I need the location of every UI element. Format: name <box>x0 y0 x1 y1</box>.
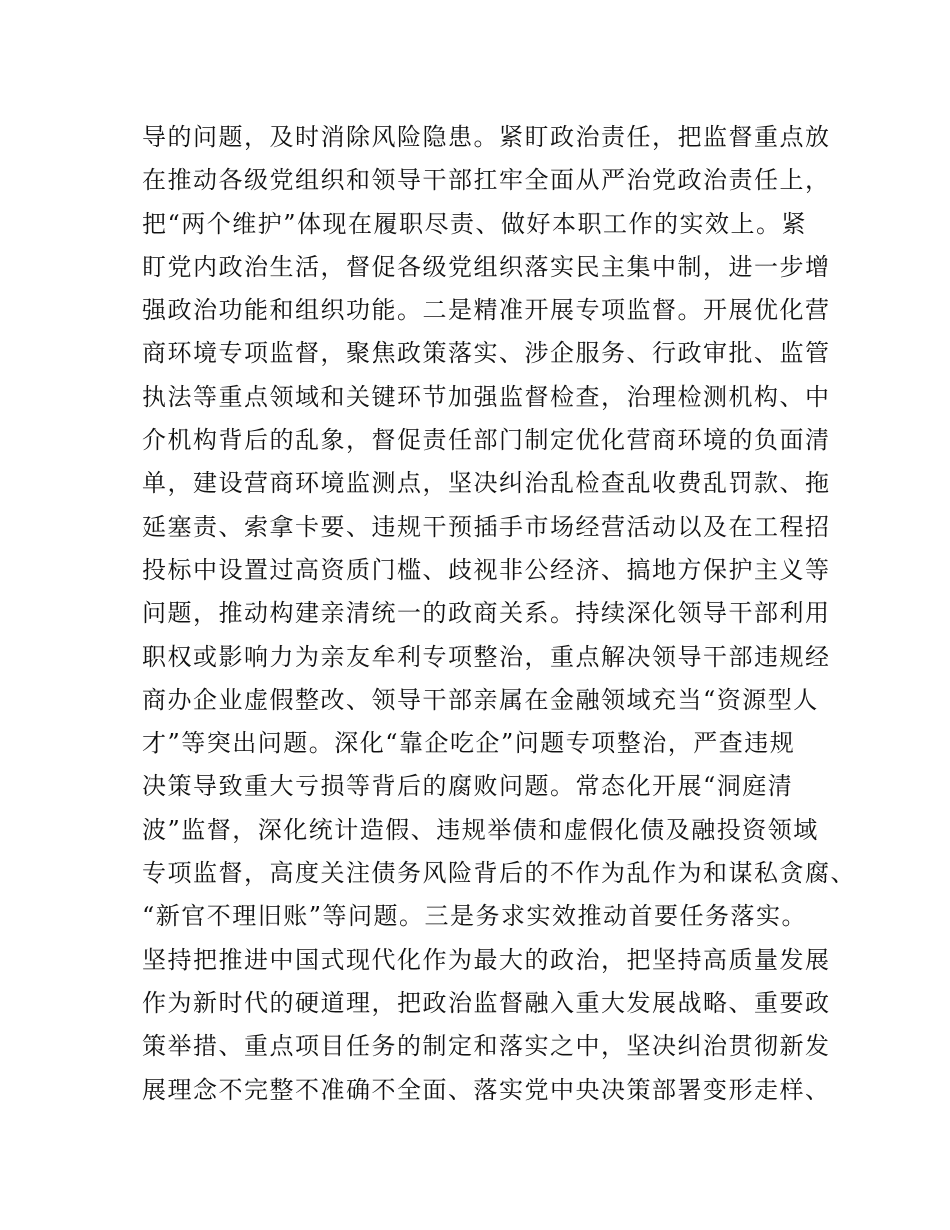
text-line: 把“两个维护”体现在履职尽责、做好本职工作的实效上。紧 <box>142 209 808 238</box>
text-line: 坚持把推进中国式现代化作为最大的政治，把坚持高质量发展 <box>142 945 831 974</box>
text-line: 导的问题，及时消除风险隐患。紧盯政治责任，把监督重点放 <box>142 123 831 151</box>
text-line: 展理念不完整不准确不全面、落实党中央决策部署变形走样、 <box>142 1075 831 1104</box>
text-line: 决策导致重大亏损等背后的腐败问题。常态化开展“洞庭清 <box>142 772 794 801</box>
text-line: 波”监督，深化统计造假、违规举债和虚假化债及融投资领域 <box>142 815 819 844</box>
text-line: 商环境专项监督，聚焦政策落实、涉企服务、行政审批、监管 <box>142 339 831 368</box>
text-line: 延塞责、索拿卡要、违规干预插手市场经营活动以及在工程招 <box>142 512 831 541</box>
text-line: 盯党内政治生活，督促各级党组织落实民主集中制，进一步增 <box>142 252 831 281</box>
text-line: 职权或影响力为亲友牟利专项整治，重点解决领导干部违规经 <box>142 642 831 671</box>
text-line: “新官不理旧账”等问题。三是务求实效推动首要任务落实。 <box>142 902 808 931</box>
text-line: 强政治功能和组织功能。二是精准开展专项监督。开展优化营 <box>142 296 831 325</box>
text-line: 单，建设营商环境监测点，坚决纠治乱检查乱收费乱罚款、拖 <box>142 469 831 498</box>
text-line: 投标中设置过高资质门槛、歧视非公经济、搞地方保护主义等 <box>142 555 831 584</box>
text-line: 在推动各级党组织和领导干部扛牢全面从严治党政治责任上， <box>142 166 831 195</box>
body-text <box>142 116 856 1112</box>
text-line: 策举措、重点项目任务的制定和落实之中，坚决纠治贯彻新发 <box>142 1032 831 1061</box>
text-line: 专项监督，高度关注债务风险背后的不作为乱作为和谋私贪腐、 <box>142 859 856 888</box>
text-line: 才”等突出问题。深化“靠企吃企”问题专项整治，严查违规 <box>142 729 796 758</box>
text-line: 执法等重点领域和关键环节加强监督检查，治理检测机构、中 <box>142 382 831 411</box>
text-line: 介机构背后的乱象，督促责任部门制定优化营商环境的负面清 <box>142 426 831 455</box>
text-line: 商办企业虚假整改、领导干部亲属在金融领域充当“资源型人 <box>142 685 819 714</box>
text-line: 问题，推动构建亲清统一的政商关系。持续深化领导干部利用 <box>142 599 831 628</box>
text-line: 作为新时代的硬道理，把政治监督融入重大发展战略、重要政 <box>142 988 831 1017</box>
